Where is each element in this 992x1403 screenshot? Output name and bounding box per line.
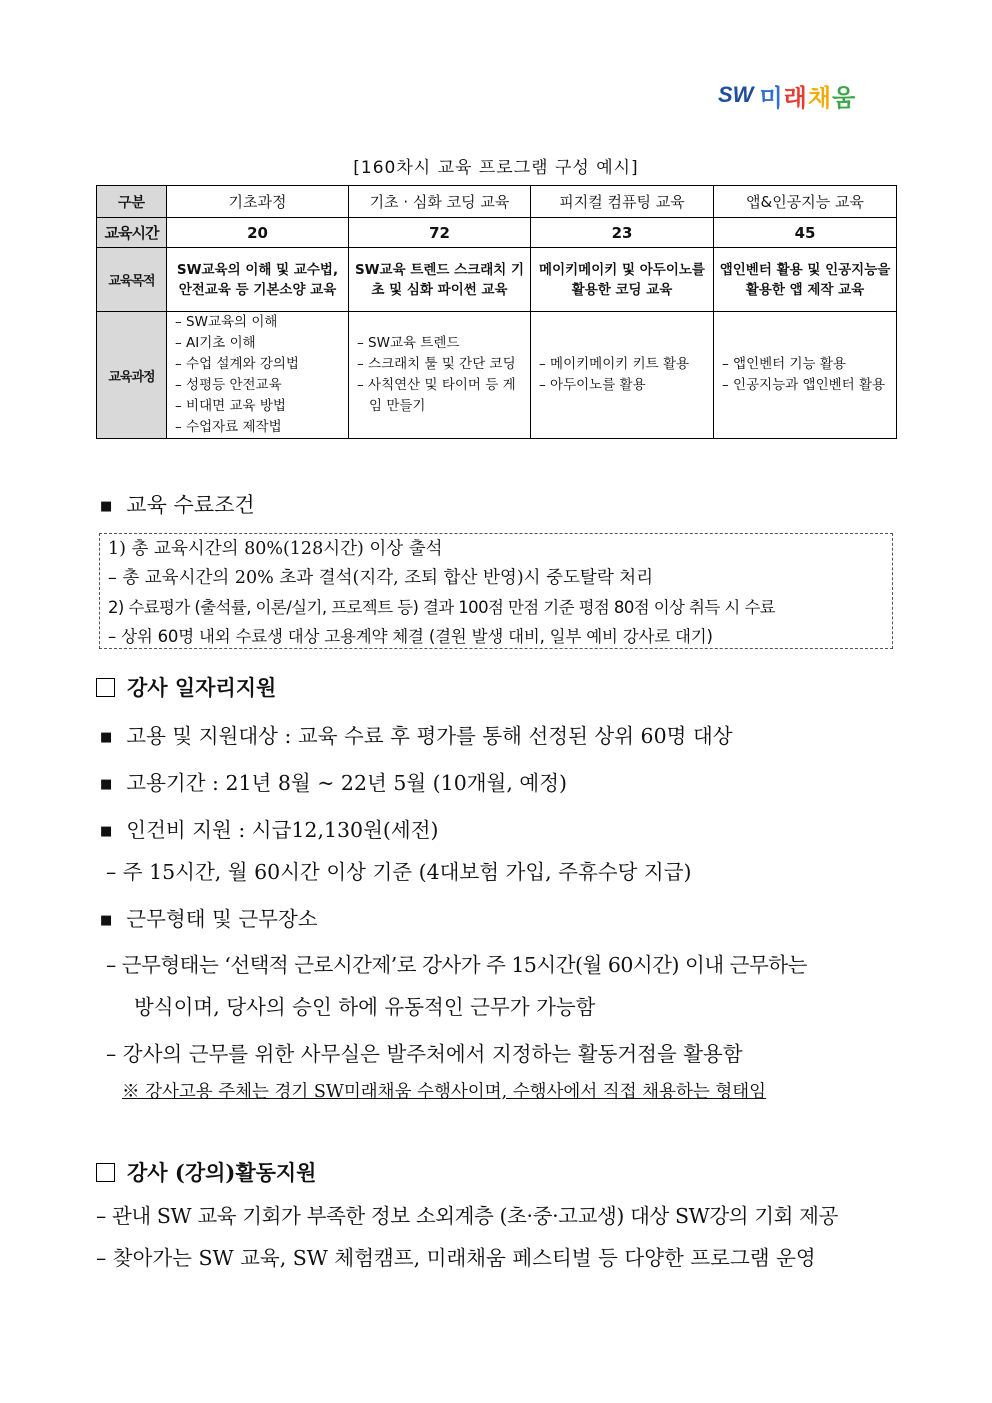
- hours-cell: 72: [349, 218, 531, 248]
- list-item: – 앱인벤터 기능 활용: [722, 354, 893, 375]
- header-cell: 구분: [97, 186, 167, 218]
- table-row-course: [97, 312, 897, 439]
- condition-line: 2) 수료평가 (출석률, 이론/실기, 프로젝트 등) 결과 100점 만점 기준 평점 80점 이상 취득 시 수료: [108, 598, 776, 617]
- completion-title: ■ 교육 수료조건: [100, 489, 255, 519]
- condition-line: – 총 교육시간의 20% 초과 결석(지각, 조퇴 합산 반영)시 중도탈락 처리: [108, 568, 654, 588]
- logo-mirae-text: 미래채움: [759, 83, 857, 112]
- header-cell: 기초과정: [167, 186, 349, 218]
- row-label: 교육시간: [97, 218, 167, 248]
- condition-line: – 상위 60명 내외 수료생 대상 고용계약 체결 (결원 발생 대비, 일부 예비 강사로 대기): [108, 627, 713, 646]
- jobs-work-title: ■ 근무형태 및 근무장소: [100, 902, 318, 932]
- program-table: [96, 185, 897, 439]
- course-cell: [531, 312, 714, 439]
- header-cell: 앱&인공지능 교육: [714, 186, 897, 218]
- purpose-cell: SW교육 트렌드 스크래치 기초 및 심화 파이썬 교육: [349, 248, 531, 312]
- jobs-pay: ■ 인건비 지원 : 시급12,130원(세전): [100, 813, 439, 843]
- table-row-hours: [97, 218, 897, 248]
- activity-line: – 찾아가는 SW 교육, SW 체험캠프, 미래채움 페스티벌 등 다양한 프로그램 운영: [96, 1246, 816, 1270]
- list-item: – 인공지능과 앱인벤터 활용: [722, 375, 893, 396]
- list-item: – 성평등 안전교육: [175, 375, 345, 396]
- jobs-work-line: – 강사의 근무를 위한 사무실은 발주처에서 지정하는 활동거점을 활용함: [106, 1042, 743, 1066]
- row-label: 교육과정: [97, 312, 167, 439]
- list-item: – 아두이노를 활용: [539, 375, 710, 396]
- header-cell: 기초 · 심화 코딩 교육: [349, 186, 531, 218]
- hours-cell: 20: [167, 218, 349, 248]
- hours-cell: 23: [531, 218, 714, 248]
- purpose-cell: 메이키메이키 및 아두이노를 활용한 코딩 교육: [531, 248, 714, 312]
- list-item: – 수업 설계와 강의법: [175, 354, 345, 375]
- logo-sw-text: SW: [718, 82, 754, 107]
- jobs-work-line: – 근무형태는 ‘선택적 근로시간제’로 강사가 주 15시간(월 60시간) 이내 근무하는: [106, 953, 807, 977]
- condition-line: 1) 총 교육시간의 80%(128시간) 이상 출석: [108, 539, 443, 559]
- hours-cell: 45: [714, 218, 897, 248]
- list-item: – 스크래치 툴 및 간단 코딩: [357, 354, 527, 375]
- list-item: – SW교육 트렌드: [357, 333, 527, 354]
- course-cell: [349, 312, 531, 439]
- table-caption: [160차시 교육 프로그램 구성 예시]: [353, 158, 639, 178]
- course-cell: [714, 312, 897, 439]
- list-item: – 메이키메이키 키트 활용: [539, 354, 710, 375]
- jobs-period: ■ 고용기간 : 21년 8월 ~ 22년 5월 (10개월, 예정): [100, 766, 567, 796]
- logo: [718, 78, 856, 112]
- purpose-cell: 앱인벤터 활용 및 인공지능을 활용한 앱 제작 교육: [714, 248, 897, 312]
- jobs-work-line: 방식이며, 당사의 승인 하에 유동적인 근무가 가능함: [134, 995, 596, 1019]
- list-item: – 사칙연산 및 타이머 등 게임 만들기: [357, 375, 527, 417]
- list-item: – SW교육의 이해: [175, 312, 345, 333]
- table-row-purpose: [97, 248, 897, 312]
- course-cell: [167, 312, 349, 439]
- jobs-pay-detail: – 주 15시간, 월 60시간 이상 기준 (4대보험 가입, 주휴수당 지급): [106, 860, 692, 884]
- jobs-section-title: 강사 일자리지원: [96, 672, 276, 702]
- jobs-note: ※ 강사고용 주체는 경기 SW미래채움 수행사이며, 수행사에서 직접 채용하는 형태임: [122, 1082, 767, 1102]
- list-item: – 수업자료 제작법: [175, 417, 345, 438]
- header-cell: 피지컬 컴퓨팅 교육: [531, 186, 714, 218]
- list-item: – AI기초 이해: [175, 333, 345, 354]
- activity-section-title: 강사 (강의)활동지원: [96, 1157, 316, 1187]
- table-header-row: [97, 186, 897, 218]
- list-item: – 비대면 교육 방법: [175, 396, 345, 417]
- row-label: 교육목적: [97, 248, 167, 312]
- purpose-cell: SW교육의 이해 및 교수법, 안전교육 등 기본소양 교육: [167, 248, 349, 312]
- activity-line: – 관내 SW 교육 기회가 부족한 정보 소외계층 (초·중·고교생) 대상 SW강의 기회 제공: [96, 1204, 838, 1228]
- jobs-target: ■ 고용 및 지원대상 : 교육 수료 후 평가를 통해 선정된 상위 60명 대상: [100, 719, 733, 749]
- completion-conditions-box: [99, 533, 893, 649]
